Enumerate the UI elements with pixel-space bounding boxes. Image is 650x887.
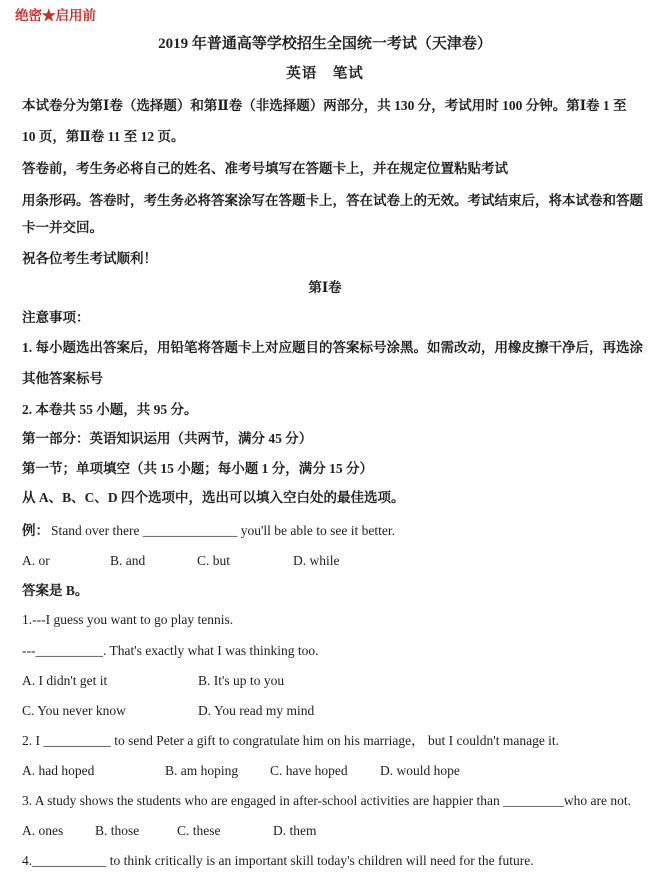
question-1-option-a: A. I didn't get it xyxy=(22,673,108,688)
section1-heading: 第一节；单项填空（共 15 小题；每小题 1 分，满分 15 分） xyxy=(22,461,373,476)
example-option-c: C. but xyxy=(197,553,231,568)
example-option-b: B. and xyxy=(110,553,146,568)
question-1-stem-line-2: ---__________. That's exactly what I was thinking too. xyxy=(22,643,319,658)
question-4-stem: 4.___________ to think critically is an important skill today's children will need for the future. xyxy=(22,853,534,868)
question-3-option-b: B. those xyxy=(95,823,140,838)
exam-subject: 英语 笔试 xyxy=(286,66,364,82)
question-3-option-a: A. ones xyxy=(22,823,64,838)
question-2-option-a: A. had hoped xyxy=(22,763,95,778)
example-stem xyxy=(22,524,395,538)
question-2-stem: 2. I __________ to send Peter a gift to congratulate him on his marriage， but I couldn't manage it. xyxy=(22,733,560,748)
question-1-option-c: C. You never know xyxy=(22,703,126,718)
question-1-stem-line-1: 1.---I guess you want to go play tennis. xyxy=(22,612,234,627)
question-3-option-c: C. these xyxy=(177,823,221,838)
example-answer: 答案是 B。 xyxy=(22,583,89,598)
question-1-option-b: B. It's up to you xyxy=(198,673,285,688)
question-3-stem: 3. A study shows the students who are engaged in after-school activities are happier than _________who are not. xyxy=(22,793,631,808)
notes-heading: 注意事项： xyxy=(22,310,90,325)
volume-title: 第Ⅰ卷 xyxy=(308,280,342,295)
question-3-option-d: D. them xyxy=(273,823,317,838)
example-option-a: A. or xyxy=(22,553,50,568)
example-option-d: D. while xyxy=(293,553,340,568)
security-notice: 绝密★启用前 xyxy=(15,8,96,23)
directions-line: 从 A、B、C、D 四个选项中，选出可以填入空白处的最佳选项。 xyxy=(22,490,405,505)
intro-line-1: 本试卷分为第Ⅰ卷（选择题）和第Ⅱ卷（非选择题）两部分，共 130 分，考试用时 100 分钟。第Ⅰ卷 1 至 xyxy=(22,98,627,113)
part1-heading: 第一部分：英语知识运用（共两节，满分 45 分） xyxy=(22,431,313,446)
intro-line-4: 用条形码。答卷时，考生务必将答案涂写在答题卡上，答在试卷上的无效。考试结束后，将本试卷和答题 xyxy=(22,193,643,208)
intro-line-3: 答卷前，考生务必将自己的姓名、准考号填写在答题卡上，并在规定位置粘贴考试 xyxy=(22,161,508,176)
question-2-option-c: C. have hoped xyxy=(270,763,348,778)
example-label: 例： xyxy=(22,523,49,538)
intro-line-2: 10 页，第Ⅱ卷 11 至 12 页。 xyxy=(22,129,185,144)
question-1-option-d: D. You read my mind xyxy=(198,703,315,718)
intro-line-5: 卡一并交回。 xyxy=(22,220,103,235)
intro-wish-line: 祝各位考生考试顺利！ xyxy=(22,251,157,266)
note1-line-2: 其他答案标号 xyxy=(22,371,103,386)
note1-line-1: 1. 每小题选出答案后，用铅笔将答题卡上对应题目的答案标号涂黑。如需改动，用橡皮擦干净后，再选涂 xyxy=(22,340,643,355)
question-2-option-b: B. am hoping xyxy=(165,763,239,778)
exam-title: 2019 年普通高等学校招生全国统一考试（天津卷） xyxy=(158,36,492,52)
note2-line: 2. 本卷共 55 小题，共 95 分。 xyxy=(22,402,198,417)
question-2-option-d: D. would hope xyxy=(380,763,460,778)
example-stem-text: Stand over there ______________ you'll be able to see it better. xyxy=(51,523,395,538)
